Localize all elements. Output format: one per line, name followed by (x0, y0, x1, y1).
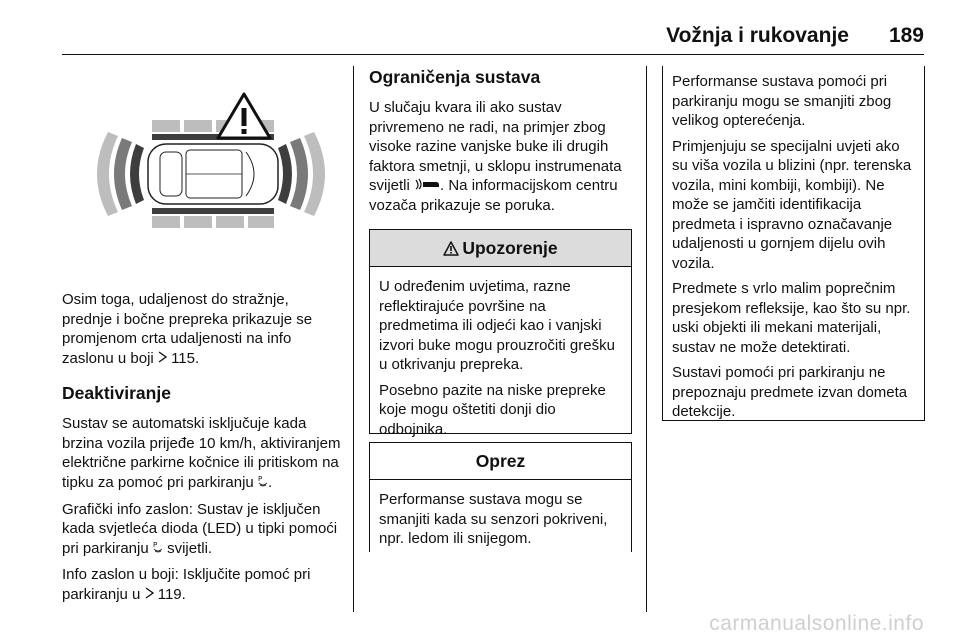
paragraph: Grafički info zaslon: Sustav je isključen kada svjetleća dioda (LED) u tipki pomoći pri parkiranju P svijetli. (62, 500, 338, 557)
page-reference-icon (158, 349, 167, 369)
parking-assist-button-icon (258, 473, 268, 493)
page-reference[interactable]: 115. (171, 349, 200, 367)
parking-assist-button-icon (153, 539, 163, 559)
caution-body (370, 480, 631, 563)
caution-text: Performanse sustava pomoći pri parkiranju mogu se smanjiti zbog velikog opterećenja. (672, 73, 892, 129)
column-divider-2 (646, 66, 647, 612)
caution-body-continued (663, 66, 924, 436)
section-heading-deaktiviranje: Deaktiviranje (62, 383, 171, 404)
paragraph: Sustav se automatski isključuje kada brzina vozila prijeđe 10 km/h, aktiviranjem električne parkirne kočnice ili pritiskom na tipku za pomoć pri parkiranju P . (62, 415, 341, 491)
warning-triangle-icon (443, 241, 459, 256)
paragraph: Info zaslon u boji: Isključite pomoć pri parkiranju u 119. (62, 566, 311, 603)
warning-box (369, 229, 632, 438)
caution-box-header (370, 443, 631, 480)
caution-text: Predmete s vrlo malim poprečnim presjekom refleksije, kao što su npr. uski objekti ili mekani materijali, sustav ne može detektirati. (672, 280, 911, 356)
svg-text:P: P (152, 540, 158, 549)
page-number: 189 (888, 24, 924, 47)
caution-text: Primjenjuju se specijalni uvjeti ako su viša vozila u blizini (npr. terenska vozila, mini kombiji, kombiji). Ne može se jamčiti identifikacija predmeta i ispravno označavanje udaljenosti u gornjem dijelu ovih vozila. (672, 137, 912, 272)
page-reference-icon (145, 585, 154, 605)
caution-box-continued (662, 66, 925, 421)
column-1-text (62, 290, 342, 612)
watermark: carmanualsonline.info (709, 612, 924, 635)
caution-title: Oprez (475, 450, 526, 471)
parking-sensor-warning-lamp-icon (414, 176, 440, 196)
warning-box-header (370, 230, 631, 267)
page-reference[interactable]: 119. (157, 585, 186, 603)
paragraph: U slučaju kvara ili ako sustav privremeno ne radi, na primjer zbog visoke razine vanjske buke ili drugih faktora smetnji, u sklopu instrumenata svijetli . Na informacijskom centru vozača prikazuje se poruka. (369, 99, 622, 214)
warning-text: U određenim uvjetima, razne reflektirajuće površine na predmetima ili odjeći kao i vanjski izvori buke mogu prouzročiti grešku u otkrivanju prepreka. (379, 278, 615, 373)
svg-text:P: P (257, 475, 263, 484)
column-2-text (369, 66, 633, 223)
chapter-title: Vožnja i rukovanje (666, 24, 849, 47)
column-divider-1 (353, 66, 354, 612)
parking-sensor-display-illustration (86, 92, 336, 257)
warning-text: Posebno pazite na niske prepreke koje mogu oštetiti donji dio odbojnika. (379, 381, 606, 438)
paragraph: Osim toga, udaljenost do stražnje, prednje i bočne prepreka prikazuje se promjenom crta udaljenosti na info zaslonu u boji 115. (62, 291, 313, 367)
section-heading-ogranicenja: Ograničenja sustava (369, 67, 541, 87)
parking-assist-figure (86, 92, 336, 257)
header-rule (62, 54, 924, 55)
warning-title: Upozorenje (462, 237, 558, 258)
caution-box (369, 442, 632, 552)
caution-text: Sustavi pomoći pri parkiranju ne prepoznaju predmete izvan dometa detekcije. (672, 364, 908, 420)
caution-text: Performanse sustava mogu se smanjiti kada su senzori pokriveni, npr. ledom ili snijegom. (379, 491, 608, 547)
warning-body (370, 267, 631, 453)
